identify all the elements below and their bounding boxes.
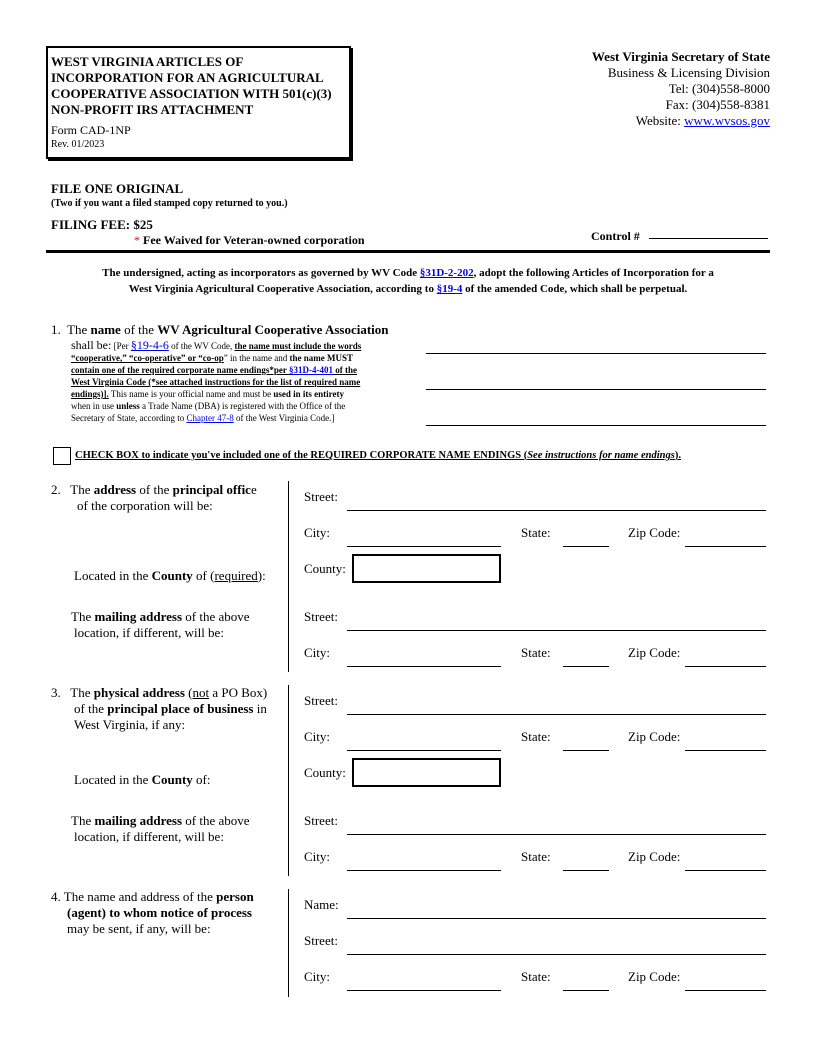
s2-t1: The: [70, 482, 94, 497]
fax: Fax: (304)558-8381: [665, 97, 770, 112]
section4-number: 4.: [51, 889, 61, 904]
division: Business & Licensing Division: [607, 65, 770, 80]
s3-open: (: [184, 685, 193, 700]
s2-line2: of the corporation will be:: [77, 498, 213, 513]
s4-street-field[interactable]: [347, 954, 766, 955]
s1-secretary: Secretary of State, according to: [71, 413, 187, 423]
section2-text: [51, 482, 257, 514]
corp-name-line-1[interactable]: [426, 353, 766, 354]
s2-principal: principal offic: [172, 482, 251, 497]
intro-text-3: West Virginia Agricultural Cooperative Association, according to: [128, 283, 437, 295]
s3-state-label: State:: [521, 729, 551, 744]
s3-county-field[interactable]: [352, 758, 501, 787]
s3-of: of:: [192, 772, 211, 787]
corp-name-line-2[interactable]: [426, 389, 766, 390]
s1-name-must: the name MUST: [289, 353, 354, 363]
s1-coop-words: “cooperative,” “co-operative” or “co-op: [71, 353, 224, 363]
intro-text-2: , adopt the following Articles of Incorporation for a: [473, 267, 714, 279]
control-number-field[interactable]: [649, 238, 768, 239]
link-31d-2-202[interactable]: §31D-2-202: [419, 267, 474, 279]
fee-waived: [134, 233, 365, 248]
website-row: [592, 113, 770, 129]
s2-of: of (: [192, 568, 215, 583]
s2-mailing-the: The: [71, 609, 95, 624]
s1-name: name: [90, 322, 121, 337]
s3-street-field[interactable]: [347, 714, 766, 715]
s2-mail-zip-label: Zip Code:: [628, 645, 681, 660]
s1-unless: unless: [116, 401, 140, 411]
s1-trade-name: a Trade Name (DBA) is registered with the Office of the: [139, 401, 346, 411]
s3-mailing-rest: of the above: [182, 813, 250, 828]
s1-in-name: ” in the name and: [223, 353, 290, 363]
section2-number: 2.: [51, 482, 61, 497]
s3-mail-city-label: City:: [304, 849, 331, 864]
s2-mail-state-field[interactable]: [563, 666, 609, 667]
s3-located: Located in the: [74, 772, 152, 787]
link-chapter-47-8[interactable]: Chapter 47-8: [186, 413, 234, 423]
s3-mailing-text: [71, 813, 250, 845]
s4-agent: (agent) to whom notice of process: [67, 905, 252, 920]
s1-t3: of the: [120, 322, 158, 337]
s2-zip-field[interactable]: [685, 546, 766, 547]
s4-zip-field[interactable]: [685, 990, 766, 991]
filing-fee-label: FILING FEE: [51, 217, 126, 232]
s2-mailing: mailing address: [94, 609, 182, 624]
intro-text-1: The undersigned, acting as incorporators as governed by WV Code: [102, 267, 420, 279]
s2-county-field[interactable]: [352, 554, 501, 583]
s3-mail-zip-label: Zip Code:: [628, 849, 681, 864]
s3-physical: physical address: [93, 685, 185, 700]
checkbox-label-end: ).: [674, 450, 681, 461]
section1-number: 1.: [51, 322, 61, 337]
s4-state-field[interactable]: [563, 990, 609, 991]
section4-text: [51, 889, 254, 937]
form-rev: Rev. 01/2023: [51, 139, 105, 150]
s1-assoc: WV Agricultural Cooperative Association: [157, 322, 389, 337]
asterisk: *: [134, 233, 140, 247]
s4-city-field[interactable]: [347, 990, 501, 991]
s2-county-label: [74, 568, 266, 584]
s2-mail-street-label: Street:: [304, 609, 338, 624]
s3-city-label: City:: [304, 729, 331, 744]
s1-of-wv-code: of the West Virginia Code.]: [233, 413, 335, 423]
s3-zip-field[interactable]: [685, 750, 766, 751]
section4-divider: [288, 889, 289, 997]
checkbox-label-italic: See instructions for name endings: [527, 450, 675, 461]
s3-county-label: [74, 772, 211, 788]
checkbox-label: [75, 450, 681, 461]
s3-mailing-the: The: [71, 813, 95, 828]
s2-city-label: City:: [304, 525, 331, 540]
tel: Tel: (304)558-8000: [668, 81, 770, 96]
s3-wv-any: West Virginia, if any:: [74, 717, 186, 732]
s4-zip-label: Zip Code:: [628, 969, 681, 984]
s2-mail-state-label: State:: [521, 645, 551, 660]
s2-mailing-rest: of the above: [182, 609, 250, 624]
website-label: Website:: [635, 113, 681, 128]
s3-mail-zip-field[interactable]: [685, 870, 766, 871]
s2-t2: of the: [136, 482, 173, 497]
website-link[interactable]: www.wvsos.gov: [684, 113, 770, 128]
s3-mail-street-label: Street:: [304, 813, 338, 828]
s3-zip-label: Zip Code:: [628, 729, 681, 744]
intro-text-4: of the amended Code, which shall be perpetual.: [462, 283, 688, 295]
s2-zip-label: Zip Code:: [628, 525, 681, 540]
s1-used-entirety: used in its entirety: [273, 389, 344, 399]
s3-mail-city-field[interactable]: [347, 870, 501, 871]
s3-not: not: [192, 685, 210, 700]
corp-name-line-3[interactable]: [426, 425, 766, 426]
s4-street-label: Street:: [304, 933, 338, 948]
control-label: Control #: [591, 229, 640, 243]
s3-t1: The: [70, 685, 94, 700]
s3-po: a PO Box): [209, 685, 268, 700]
office-name: West Virginia Secretary of State: [591, 49, 770, 64]
s1-contain: contain one of the required corporate name endings*per: [71, 365, 289, 375]
form-title: WEST VIRGINIA ARTICLES OF INCORPORATION FOR AN AGRICULTURAL COOPERATIVE ASSOCIATION WITH 501(c)(3) NON-PROFIT IRS ATTACHMENT: [51, 54, 332, 117]
s2-city-field[interactable]: [347, 546, 501, 547]
s2-state-label: State:: [521, 525, 551, 540]
s2-e: e: [250, 482, 257, 497]
s2-mail-zip-field[interactable]: [685, 666, 766, 667]
office-header: [592, 49, 770, 129]
s4-t1: The name and address of the: [63, 889, 217, 904]
section1-details: [71, 339, 421, 424]
checkbox-label-main: CHECK BOX to indicate you've included one of the REQUIRED CORPORATE NAME ENDINGS (: [75, 450, 528, 461]
s1-per: [Per: [113, 341, 131, 351]
s4-state-label: State:: [521, 969, 551, 984]
section3-number: 3.: [51, 685, 61, 700]
s3-of-the: of the: [74, 701, 108, 716]
link-19-4[interactable]: §19-4: [436, 283, 463, 295]
s4-name-field[interactable]: [347, 918, 766, 919]
s1-wv-code: West Virginia Code (*see attached instructions for the list of required name: [71, 377, 361, 387]
s3-mail-state-field[interactable]: [563, 870, 609, 871]
s2-county: County: [151, 568, 193, 583]
name-ending-checkbox[interactable]: [53, 447, 71, 465]
s3-location: location, if different, will be:: [74, 829, 224, 844]
filing-fee-value: : $25: [125, 217, 153, 232]
s4-may-be: may be sent, if any, will be:: [67, 921, 211, 936]
s2-mailing-text: [71, 609, 250, 641]
s2-street-field[interactable]: [347, 510, 766, 511]
s2-located: Located in the: [74, 568, 152, 583]
s2-close: ):: [257, 568, 266, 583]
section3-text: [51, 685, 267, 733]
s2-county-field-label: County:: [304, 561, 346, 576]
s3-county: County: [151, 772, 193, 787]
s4-city-label: City:: [304, 969, 331, 984]
link-19-4-6[interactable]: §19-4-6: [130, 338, 169, 352]
s3-mailing: mailing address: [94, 813, 182, 828]
s1-when: when in use: [71, 401, 117, 411]
s2-street-label: Street:: [304, 489, 338, 504]
s3-mail-state-label: State:: [521, 849, 551, 864]
s2-required: required: [214, 568, 258, 583]
shall-be: shall be:: [71, 338, 112, 352]
form-id: Form CAD-1NP: [51, 123, 131, 137]
s4-name-label: Name:: [304, 897, 339, 912]
file-one-original: FILE ONE ORIGINAL: [51, 181, 184, 196]
filing-fee: [51, 217, 153, 233]
s2-address: address: [93, 482, 137, 497]
form-title-box: [46, 46, 351, 159]
s2-mail-city-label: City:: [304, 645, 331, 660]
s1-official: This name is your official name and must be: [108, 389, 274, 399]
s1-t1: The: [67, 322, 91, 337]
s2-location: location, if different, will be:: [74, 625, 224, 640]
s2-mail-city-field[interactable]: [347, 666, 501, 667]
link-31d-4-401[interactable]: §31D-4-401: [289, 365, 333, 375]
s2-state-field[interactable]: [563, 546, 609, 547]
s4-person: person: [216, 889, 254, 904]
s1-must-include: the name must include the words: [234, 341, 362, 351]
s3-mail-street-field[interactable]: [347, 834, 766, 835]
s3-in: in: [253, 701, 267, 716]
intro-paragraph: [46, 265, 770, 297]
section2-divider: [288, 481, 289, 672]
two-if-note: (Two if you want a filed stamped copy returned to you.): [51, 198, 288, 209]
s3-city-field[interactable]: [347, 750, 501, 751]
s3-street-label: Street:: [304, 693, 338, 708]
s1-endings: endings)].: [71, 389, 109, 399]
s3-state-field[interactable]: [563, 750, 609, 751]
s1-of-the: of the: [333, 365, 357, 375]
s3-principal-place: principal place of business: [107, 701, 254, 716]
s1-of-wv: of the WV Code,: [168, 341, 235, 351]
s3-county-field-label: County:: [304, 765, 346, 780]
section1-heading: [51, 322, 389, 338]
section3-divider: [288, 685, 289, 876]
s2-mail-street-field[interactable]: [347, 630, 766, 631]
fee-waived-text: Fee Waived for Veteran-owned corporation: [143, 233, 365, 247]
header-divider: [46, 250, 770, 253]
